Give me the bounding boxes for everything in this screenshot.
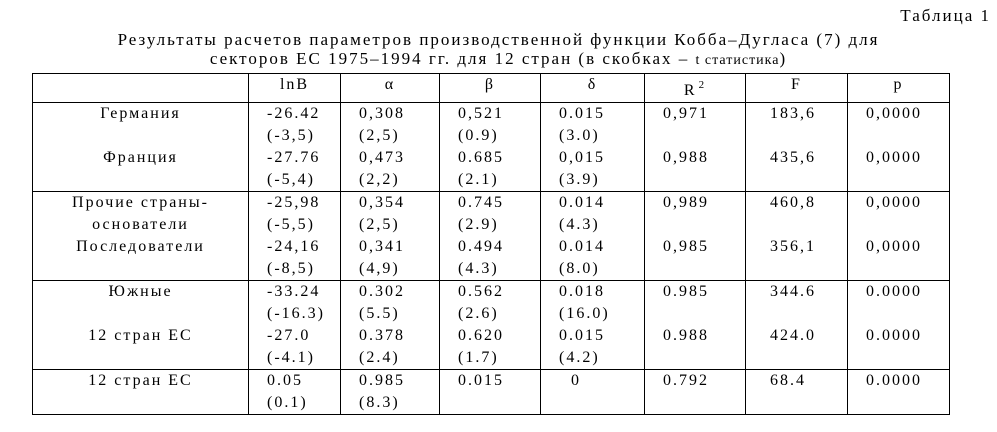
country-cell: 12 стран ЕС [33, 370, 249, 393]
header-delta: δ [541, 74, 645, 103]
lnB-t-cell: (-5,5) [249, 214, 341, 236]
delta-t-cell: (8.0) [541, 258, 645, 281]
table-row [33, 125, 950, 147]
table-row [33, 325, 950, 347]
table-row [33, 303, 950, 325]
table-row [33, 281, 950, 304]
lnB-t-cell: (-8,5) [249, 258, 341, 281]
lnB-cell: -27.76 [249, 147, 341, 169]
alpha-cell: 0,308 [341, 103, 440, 126]
delta-cell: 0.018 [541, 281, 645, 304]
country-cell [33, 258, 249, 281]
delta-cell: 0.014 [541, 192, 645, 215]
table-row [33, 147, 950, 169]
r2-cell: 0,971 [645, 103, 746, 126]
lnB-cell: -27.0 [249, 325, 341, 347]
beta-t-cell: (4.3) [440, 258, 541, 281]
beta-cell: 0.494 [440, 236, 541, 258]
table-row [33, 103, 950, 126]
r2-cell: 0,989 [645, 192, 746, 215]
p-cell: 0.0000 [848, 281, 950, 304]
f-cell: 183,6 [746, 103, 848, 126]
table-row [33, 214, 950, 236]
beta-cell: 0.562 [440, 281, 541, 304]
f-cell: 68.4 [746, 370, 848, 393]
alpha-t-cell: (2,2) [341, 169, 440, 192]
lnB-cell: 0.05 [249, 370, 341, 393]
delta-t-cell: (3.0) [541, 125, 645, 147]
header-country [33, 74, 249, 103]
title-line-2-main: секторов ЕС 1975–1994 гг. для 12 стран (в скобках – [209, 49, 696, 68]
title-line-2-end: ) [779, 49, 788, 68]
table-row [33, 370, 950, 393]
alpha-t-cell: (4,9) [341, 258, 440, 281]
lnB-t-cell: (0.1) [249, 392, 341, 415]
beta-cell: 0.685 [440, 147, 541, 169]
f-cell: 356,1 [746, 236, 848, 258]
country-cell: основатели [33, 214, 249, 236]
country-cell [33, 392, 249, 415]
header-alpha: α [341, 74, 440, 103]
table-row [33, 236, 950, 258]
country-cell [33, 303, 249, 325]
delta-t-cell: (16.0) [541, 303, 645, 325]
f-cell: 344.6 [746, 281, 848, 304]
delta-cell: 0.015 [541, 103, 645, 126]
delta-t-cell: (3.9) [541, 169, 645, 192]
country-cell [33, 125, 249, 147]
header-lnB: lnB [249, 74, 341, 103]
header-f: F [746, 74, 848, 103]
beta-cell: 0.620 [440, 325, 541, 347]
header-r2-label: R [683, 82, 697, 99]
beta-t-cell [440, 392, 541, 415]
table-row [33, 258, 950, 281]
lnB-cell: -25,98 [249, 192, 341, 215]
alpha-cell: 0.985 [341, 370, 440, 393]
beta-cell: 0.015 [440, 370, 541, 393]
delta-cell: 0.015 [541, 325, 645, 347]
delta-cell: 0,015 [541, 147, 645, 169]
alpha-cell: 0,473 [341, 147, 440, 169]
alpha-cell: 0.302 [341, 281, 440, 304]
p-cell: 0,0000 [848, 103, 950, 126]
table-number-label: Таблица 1 [900, 6, 991, 25]
beta-t-cell: (2.6) [440, 303, 541, 325]
f-cell: 435,6 [746, 147, 848, 169]
table-title [0, 30, 997, 70]
r2-cell: 0.792 [645, 370, 746, 393]
country-cell: Франция [33, 147, 249, 169]
table-row [33, 169, 950, 192]
alpha-cell: 0.378 [341, 325, 440, 347]
r2-cell: 0,988 [645, 147, 746, 169]
lnB-cell: -24,16 [249, 236, 341, 258]
country-cell [33, 347, 249, 370]
country-cell [33, 169, 249, 192]
alpha-cell: 0,341 [341, 236, 440, 258]
table-row [33, 392, 950, 415]
r2-cell: 0,985 [645, 236, 746, 258]
alpha-t-cell: (8.3) [341, 392, 440, 415]
p-cell: 0.0000 [848, 325, 950, 347]
country-cell: Южные [33, 281, 249, 304]
f-cell: 424.0 [746, 325, 848, 347]
p-cell: 0.0000 [848, 370, 950, 393]
country-cell: Германия [33, 103, 249, 126]
lnB-t-cell: (-16.3) [249, 303, 341, 325]
alpha-t-cell: (2.4) [341, 347, 440, 370]
beta-t-cell: (0.9) [440, 125, 541, 147]
lnB-t-cell: (-5,4) [249, 169, 341, 192]
country-cell: 12 стран ЕС [33, 325, 249, 347]
p-cell: 0,0000 [848, 147, 950, 169]
title-line-2-small: t статистика [695, 53, 780, 68]
beta-t-cell: (1.7) [440, 347, 541, 370]
alpha-t-cell: (2,5) [341, 125, 440, 147]
alpha-t-cell: (5.5) [341, 303, 440, 325]
p-cell: 0,0000 [848, 236, 950, 258]
alpha-t-cell: (2,5) [341, 214, 440, 236]
r2-cell: 0.985 [645, 281, 746, 304]
lnB-cell: -33.24 [249, 281, 341, 304]
delta-cell: 0 [541, 370, 645, 393]
beta-cell: 0,521 [440, 103, 541, 126]
title-line-2 [0, 49, 997, 70]
p-cell: 0,0000 [848, 192, 950, 215]
delta-cell: 0.014 [541, 236, 645, 258]
table-row [33, 347, 950, 370]
beta-t-cell: (2.1) [440, 169, 541, 192]
results-table [32, 73, 950, 415]
title-line-1: Результаты расчетов параметров производственной функции Кобба–Дугласа (7) для [117, 30, 880, 49]
header-row [33, 74, 950, 103]
header-r2-exponent: 2 [698, 79, 707, 91]
header-r2 [645, 74, 746, 103]
f-cell: 460,8 [746, 192, 848, 215]
lnB-t-cell: (-4.1) [249, 347, 341, 370]
delta-t-cell: (4.3) [541, 214, 645, 236]
header-p: p [848, 74, 950, 103]
delta-t-cell: (4.2) [541, 347, 645, 370]
table-row [33, 192, 950, 215]
alpha-cell: 0,354 [341, 192, 440, 215]
beta-t-cell: (2.9) [440, 214, 541, 236]
header-beta: β [440, 74, 541, 103]
country-cell: Прочие страны- [33, 192, 249, 215]
beta-cell: 0.745 [440, 192, 541, 215]
country-cell: Последователи [33, 236, 249, 258]
delta-t-cell [541, 392, 645, 415]
r2-cell: 0.988 [645, 325, 746, 347]
lnB-cell: -26.42 [249, 103, 341, 126]
lnB-t-cell: (-3,5) [249, 125, 341, 147]
